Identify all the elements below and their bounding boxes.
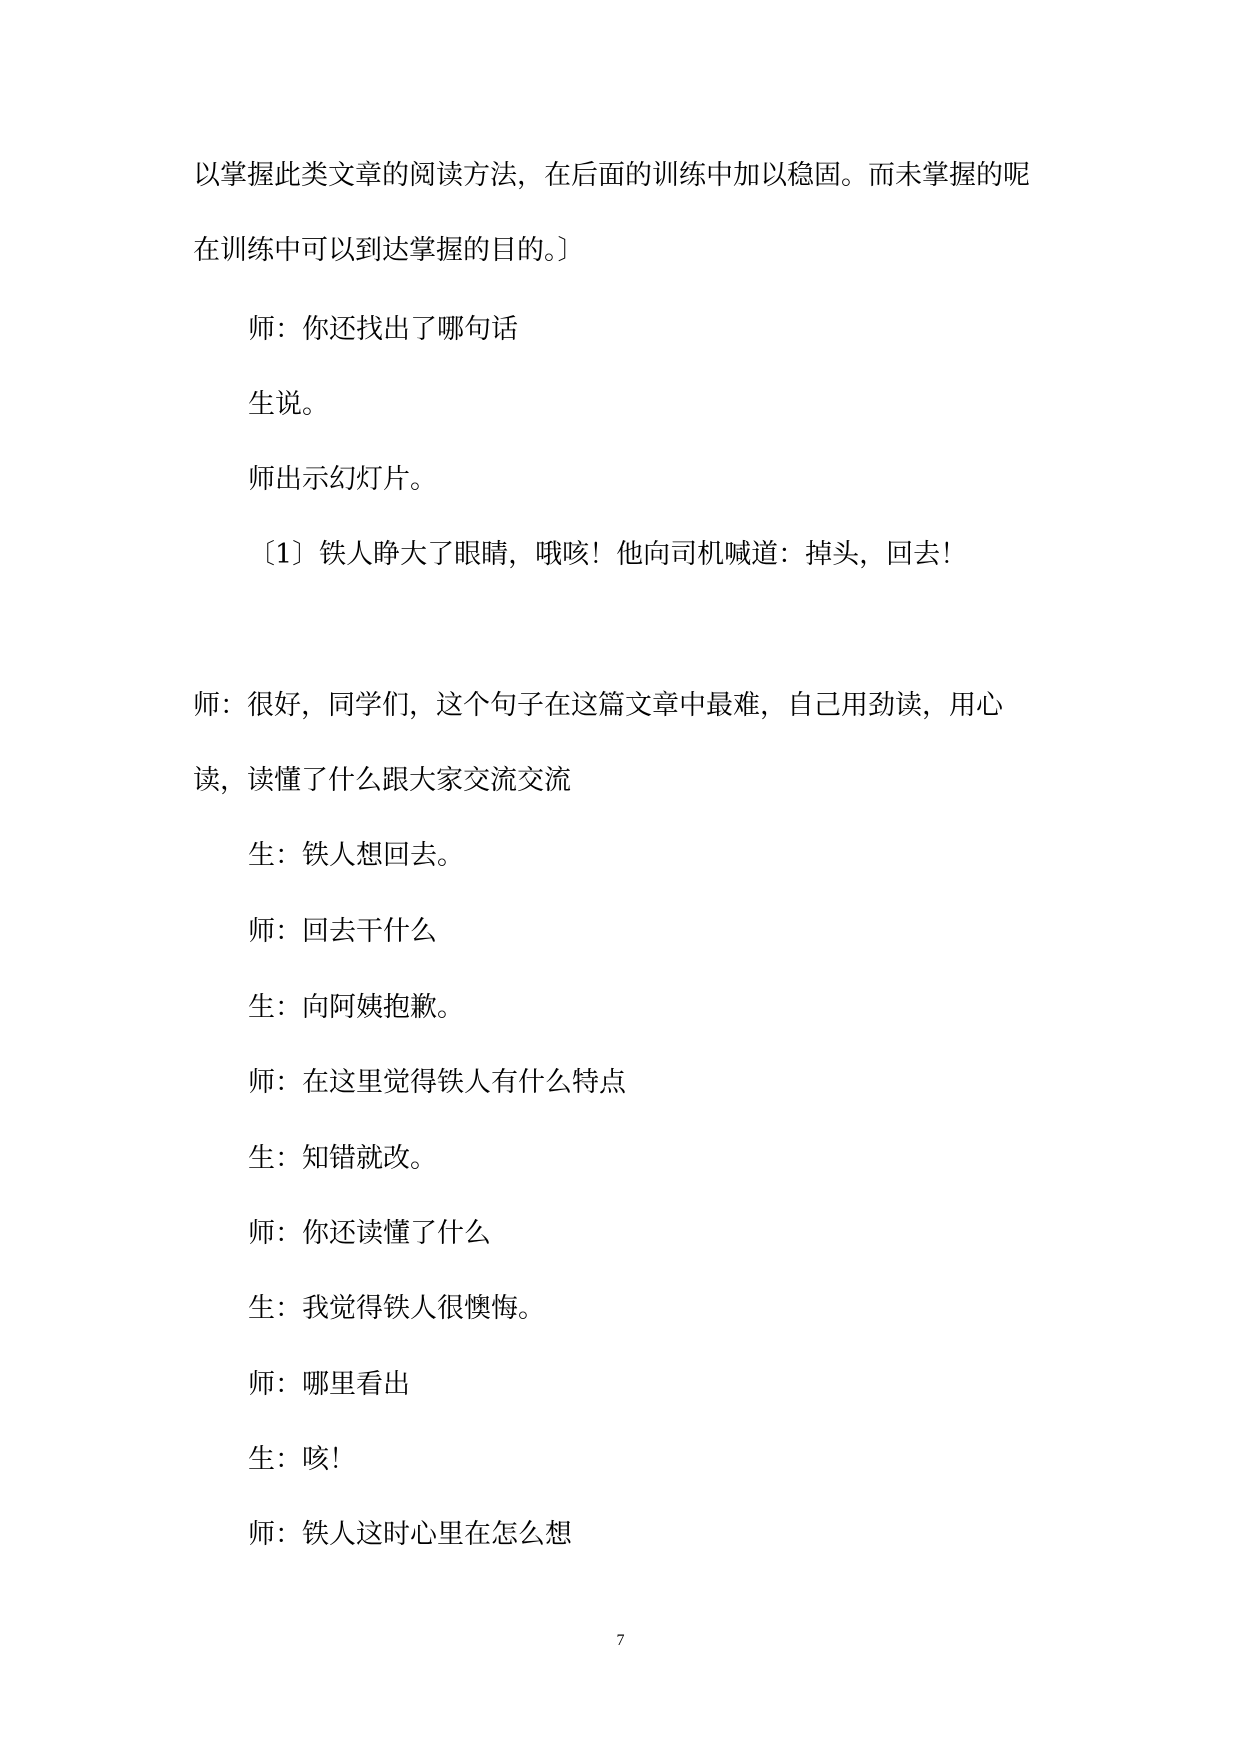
paragraph-teacher-line: 师：哪里看出 [248,1369,410,1400]
paragraph-teacher-line: 师：在这里觉得铁人有什么特点 [248,1067,626,1098]
paragraph-quote: 〔1〕铁人睁大了眼睛，哦咳！他向司机喊道：掉头，回去！ [248,539,968,570]
paragraph-student-line: 生说。 [248,389,329,420]
paragraph-student-line: 生：咳！ [248,1444,356,1475]
paragraph-teacher-line: 师：你还找出了哪句话 [248,314,518,345]
paragraph-teacher-line: 师：很好，同学们，这个句子在这篇文章中最难，自己用劲读，用心读，读懂了什么跟大家交流交流 [193,690,1003,796]
paragraph-teacher-line: 师：铁人这时心里在怎么想 [248,1519,572,1550]
paragraph-student-line: 生：铁人想回去。 [248,840,464,871]
paragraph-continuation: 以掌握此类文章的阅读方法，在后面的训练中加以稳固。而未掌握的呢在训练中可以到达掌握的目的。〕 [193,160,1030,266]
paragraph-teacher-line: 师出示幻灯片。 [248,464,437,495]
paragraph-student-line: 生：我觉得铁人很懊悔。 [248,1293,545,1324]
paragraph-teacher-line: 师：回去干什么 [248,916,437,947]
paragraph-student-line: 生：向阿姨抱歉。 [248,992,464,1023]
paragraph-student-line: 生：知错就改。 [248,1143,437,1174]
paragraph-teacher-line: 师：你还读懂了什么 [248,1218,491,1249]
page-number: 7 [616,1632,625,1649]
